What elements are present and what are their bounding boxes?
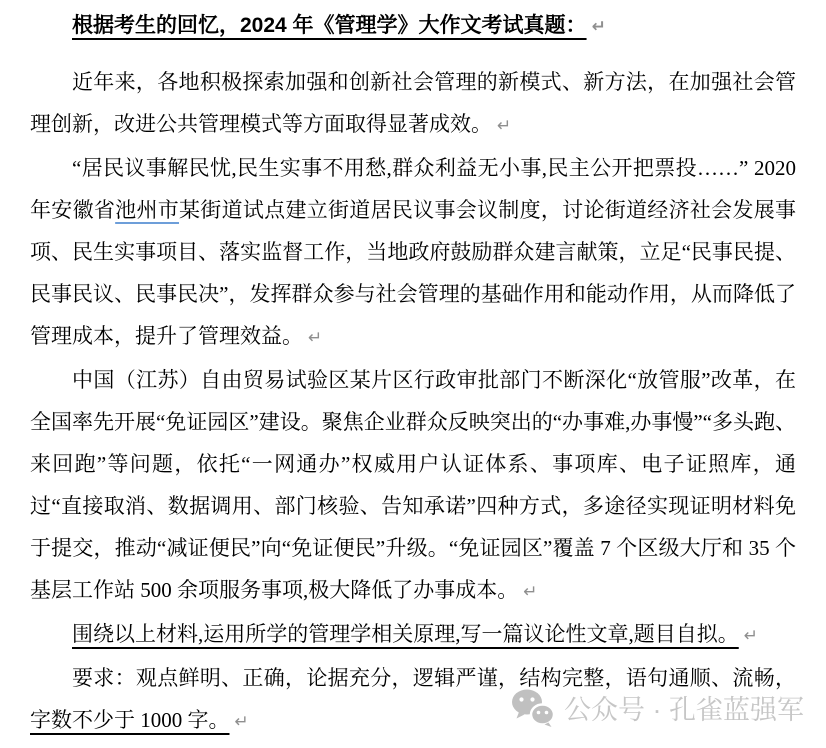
document-title: 根据考生的回忆，2024 年《管理学》大作文考试真题： [72,14,587,37]
watermark-label: 公众号 · 孔雀蓝强军 [564,695,804,725]
paragraph-task [30,613,796,657]
line-break-mark: ↵ [497,116,512,136]
requirements-underlined-text: 字数不少于 1000 字。 [30,708,230,732]
requirements-text: 要求：观点鲜明、正确，论据充分，逻辑严谨，结构完整，语句通顺、流畅， [72,666,796,690]
watermark [511,689,804,732]
case-anhui-post: 某街道试点建立街道居民议事会议制度，讨论街道经济社会发展事项、民生实事项目、落实监督工作，当地政府鼓励群众建言献策，立足“民事民提、民事民议、民事民决”，发挥群众参与社会管理的基础作用和能动作用，从而降低了管理成本，提升了管理效益。 [30,198,797,348]
paragraph-case-jiangsu [30,359,796,613]
task-text: 围绕以上材料,运用所学的管理学相关原理,写一篇议论性文章,题目自拟。 [72,622,739,646]
case-anhui-pre: “居民议事解民忧,民生实事不用愁,群众利益无小事,民主公开把票投……” 2020 年安徽省 [30,156,796,222]
line-break-mark: ↵ [234,712,249,732]
line-break-mark: ↵ [308,328,323,348]
line-break-mark: ↵ [523,582,538,602]
paragraph-intro-text: 近年来，各地积极探索加强和创新社会管理的新模式、新方法，在加强社会管理创新，改进公共管理模式等方面取得显著成效。 [30,70,796,136]
line-break-mark: ↵ [591,17,606,37]
paragraph-case-anhui [30,147,796,359]
document-title-line [30,5,796,48]
wechat-icon [511,689,555,732]
paragraph-intro [30,61,796,147]
place-name-chizhou: 池州市 [115,198,180,222]
case-jiangsu-text: 中国（江苏）自由贸易试验区某片区行政审批部门不断深化“放管服”改革，在全国率先开展“免证园区”建设。聚焦企业群众反映突出的“办事难,办事慢”“多头跑、来回跑”等问题，依托“一网通办”权威用户认证体系、事项库、电子证照库，通过“直接取消、数据调用、部门核验、告知承诺”四种方式，多途径实现证明材料免于提交，推动“减证便民”向“免证便民”升级。“免证园区”覆盖 7 个区级大厅和 35 个基层工作站 500 余项服务事项,极大降低了办事成本。 [30,368,796,602]
line-break-mark: ↵ [743,626,758,646]
